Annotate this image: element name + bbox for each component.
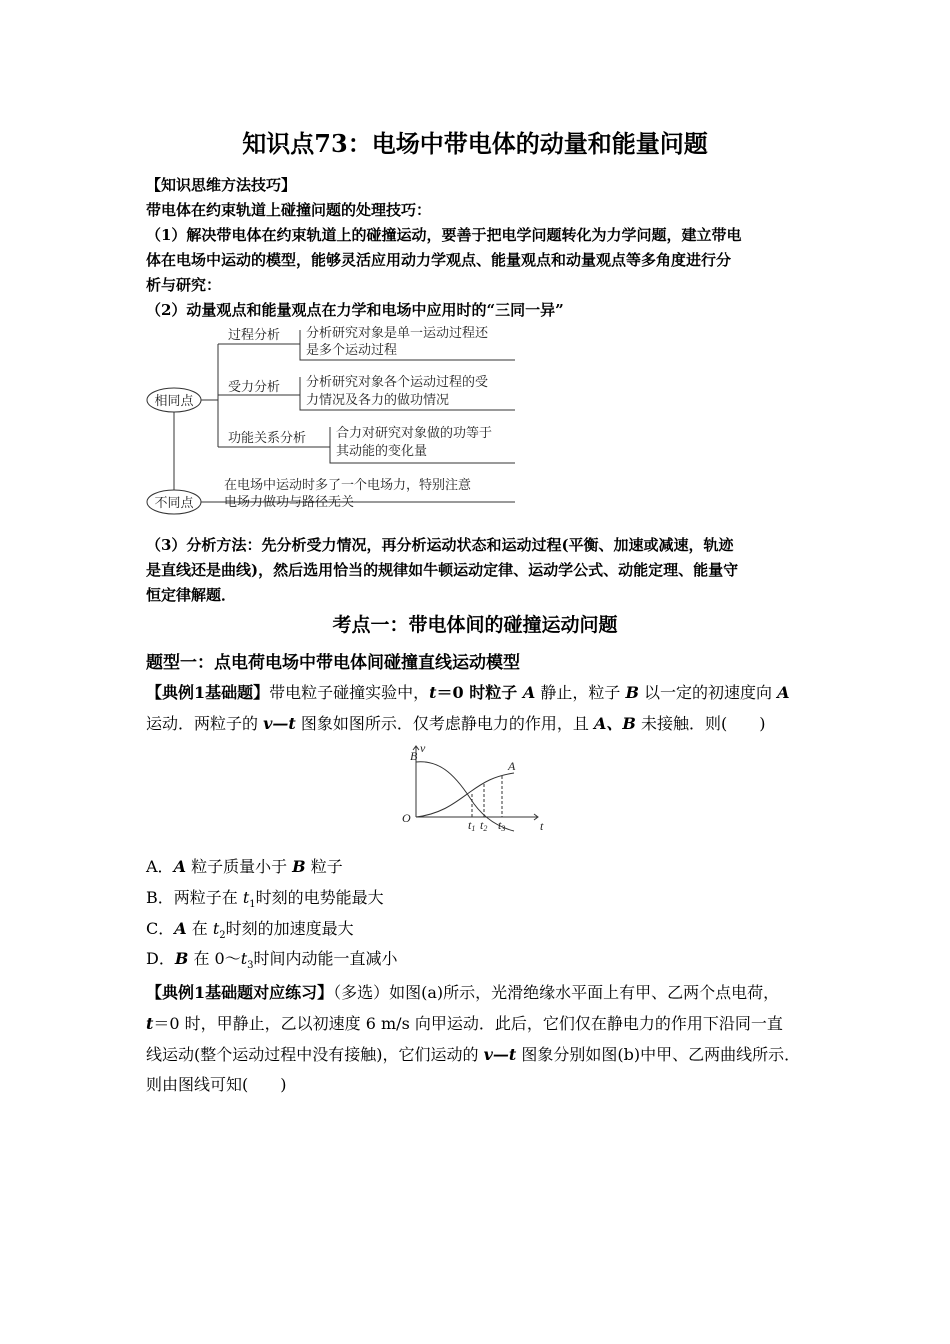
option-b[interactable]: B．两粒子在 $t_1$时刻的电势能最大	[146, 888, 384, 911]
question-type-heading: 题型一：点电荷电场中带电体间碰撞直线运动模型	[146, 653, 520, 673]
intro-line: 带电体在约束轨道上碰撞问题的处理技巧：	[146, 201, 432, 219]
branch-process-label: 过程分析	[228, 328, 281, 343]
example1-tag: 【典例1基础题】	[146, 683, 270, 702]
point1-line2: 体在电场中运动的模型，能够灵活应用动力学观点、能量观点和动量观点等多角度进行分	[146, 251, 732, 269]
t3-tick-label: t3	[498, 818, 506, 833]
diff-text1: 在电场中运动时多了一个电场力，特别注意	[224, 478, 472, 493]
curve-B-label: B	[410, 749, 418, 763]
practice1-line4: 则由图线可知( )	[146, 1075, 287, 1094]
t-axis-label: t	[540, 819, 544, 833]
same-node-label: 相同点	[154, 394, 194, 409]
point1-line3: 析与研究：	[146, 276, 222, 294]
t1-tick-label: t1	[468, 818, 476, 833]
diff-node-label: 不同点	[154, 496, 194, 511]
mindmap-diagram	[140, 320, 530, 520]
section-heading: 考点一：带电体间的碰撞运动问题	[332, 614, 618, 636]
branch-work-text2: 其动能的变化量	[336, 444, 428, 459]
practice1-line3: 线运动(整个运动过程中没有接触)，它们运动的 v—t 图象分别如图(b)中甲、乙两曲线所示．	[146, 1045, 801, 1064]
option-d[interactable]: D．B 在 $0\sim t_3$时间内动能一直减小	[146, 949, 398, 972]
t2-tick-label: t2	[480, 818, 488, 833]
point1-line1: （1）解决带电体在约束轨道上的碰撞运动，要善于把电学问题转化为力学问题，建立带电	[146, 226, 742, 244]
origin-label: O	[402, 811, 411, 825]
branch-work-text1: 合力对研究对象做的功等于	[336, 426, 493, 441]
point3-line2: 是直线还是曲线)，然后选用恰当的规律如牛顿运动定律、运动学公式、动能定理、能量守	[146, 561, 739, 579]
branch-force-text2: 力情况及各力的做功情况	[306, 393, 450, 408]
branch-work-label: 功能关系分析	[228, 431, 307, 446]
practice1-line1: 【典例1基础题对应练习】（多选）如图(a)所示，光滑绝缘水平面上有甲、乙两个点电荷，	[146, 983, 780, 1002]
curve-A	[416, 773, 514, 817]
curve-A-label: A	[508, 759, 516, 773]
option-c[interactable]: C．A 在 $t_2$时刻的加速度最大	[146, 919, 354, 942]
page-title: 知识点73：电场中带电体的动量和能量问题	[242, 129, 708, 158]
branch-force-text1: 分析研究对象各个运动过程的受	[306, 375, 489, 390]
point2-line: （2）动量观点和能量观点在力学和电场中应用时的“三同一异”	[146, 301, 564, 319]
practice1-line2: t＝0 时，甲静止，乙以初速度 6 m/s 向甲运动．此后，它们仅在静电力的作用下沿同一直	[146, 1014, 783, 1033]
practice1-tag: 【典例1基础题对应练习】	[146, 983, 334, 1002]
v-axis-label: v	[420, 741, 426, 755]
example1-line2: 运动．两粒子的 v—t 图象如图所示．仅考虑静电力的作用，且 A、B 未接触．则( )	[146, 714, 766, 733]
vt-graph	[398, 740, 550, 840]
point3-line3: 恒定律解题．	[146, 586, 237, 604]
example1-line1: 【典例1基础题】带电粒子碰撞实验中，t＝0 时粒子 A 静止，粒子 B 以一定的初速度向 A	[146, 683, 790, 702]
option-a[interactable]: A．A 粒子质量小于 B 粒子	[146, 857, 343, 876]
branch-force-label: 受力分析	[228, 380, 281, 395]
methods-heading: 【知识思维方法技巧】	[146, 176, 297, 194]
point3-line1: （3）分析方法：先分析受力情况，再分析运动状态和运动过程(平衡、加速或减速，轨迹	[146, 536, 734, 554]
diff-text2: 电场力做功与路径无关	[224, 495, 355, 510]
branch-process-text2: 是多个运动过程	[306, 343, 398, 358]
branch-process-text1: 分析研究对象是单一运动过程还	[306, 326, 489, 341]
